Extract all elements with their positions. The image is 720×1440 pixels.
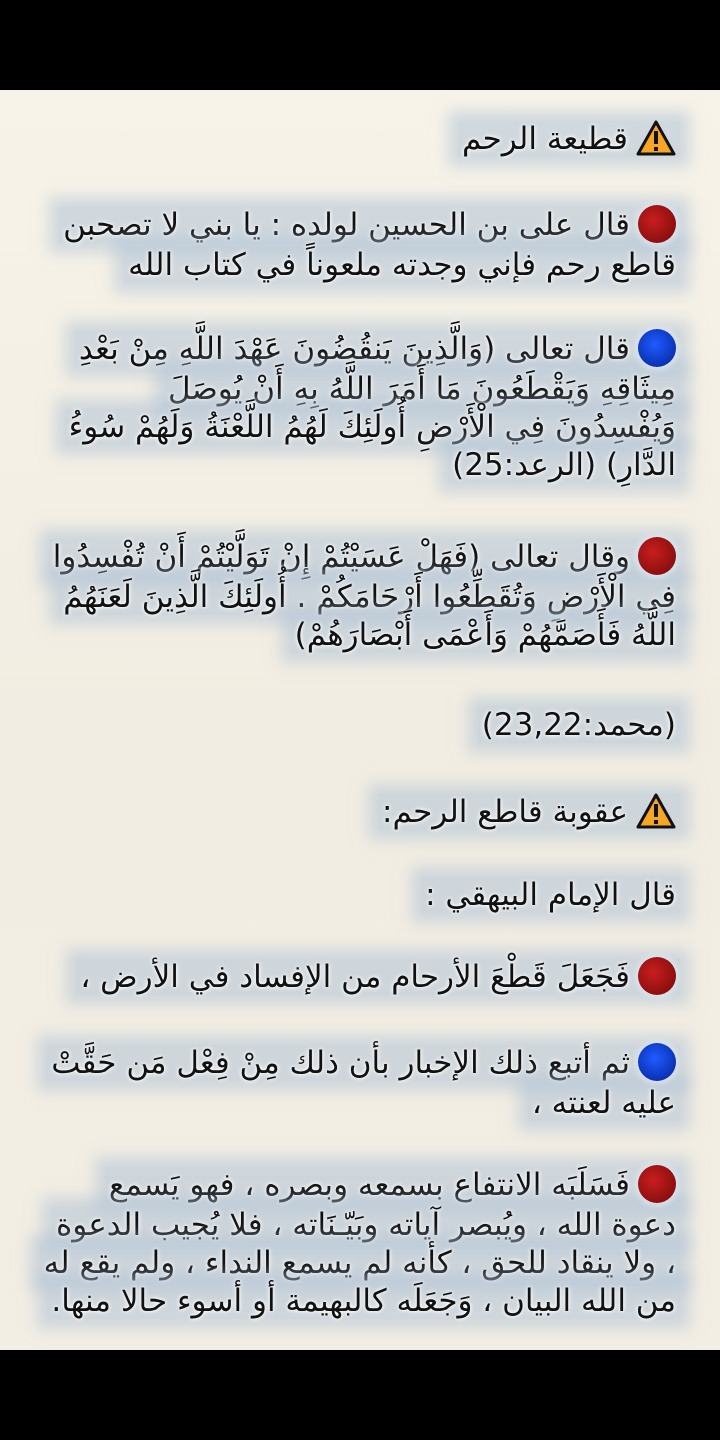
item-text: فَسَلَبَه الانتفاع بسمعه وبصره ، فهو يَسمع دعوة الله ، ويُبصر آياته وبَيّـنَاته ، فلا يُجيب الدعوة ، ولا ينقاد للحق ، كأنه لم يسمع النداء ، ولم يقع له من الله البيان ، وَجَعَلَه كالبهيمة أو أسوء حالا منها. (43, 1167, 676, 1319)
list-item (40, 538, 680, 654)
image-content (0, 90, 720, 1350)
item-text: قال على بن الحسين لولده : يا بني لا تصحبن قاطع رحم فإني وجدته ملعوناً في كتاب الله (63, 207, 676, 283)
item-text: ثم أتبع ذلك الإخبار بأن ذلك مِنْ فِعْل مَن حَقَّتْ عليه لعنته ، (51, 1045, 676, 1121)
blue-dot-icon (638, 329, 676, 367)
heading-text: عقوبة قاطع الرحم: (382, 794, 628, 830)
item-text: قال تعالى (وَالَّذِينَ يَنقُضُونَ عَهْدَ اللَّهِ مِنْ بَعْدِ مِيثَاقِهِ وَيَقْطَعُونَ مَا أَمَرَ اللَّهُ بِهِ أَنْ يُوصَلَ وَيُفْسِدُونَ فِي الْأَرْضِ أُولَئِكَ لَهُمُ اللَّعْنَةُ وَلَهُمْ سُوءُ الدَّارِ) (الرعد:25) (68, 331, 676, 483)
list-item (40, 206, 680, 284)
status-bar (0, 0, 720, 90)
heading-text: قطيعة الرحم (462, 121, 628, 157)
blue-dot-icon (638, 1043, 676, 1081)
red-dot-icon (638, 205, 676, 243)
item-text: وقال تعالى (فَهَلْ عَسَيْتُمْ إِنْ تَوَلَّيْتُمْ أَنْ تُفْسِدُوا فِي الْأَرْضِ وَتُقَطِّعُوا أَرْحَامَكُمْ . أُولَئِكَ الَّذِينَ لَعَنَهُمُ اللَّهُ فَأَصَمَّهُمْ وَأَعْمَى أَبْصَارَهُمْ) (52, 539, 676, 653)
section-heading (458, 120, 680, 159)
list-item (40, 1044, 680, 1122)
warning-icon (636, 120, 676, 156)
red-dot-icon (638, 957, 676, 995)
red-dot-icon (638, 537, 676, 575)
list-item (40, 958, 680, 998)
intro-text: قال الإمام البيهقي : (421, 876, 680, 914)
list-item (40, 1166, 680, 1320)
navigation-bar (0, 1350, 720, 1440)
section-heading (378, 793, 680, 832)
warning-icon (636, 793, 676, 829)
list-item (40, 330, 680, 484)
citation: (محمد:23,22) (478, 706, 680, 744)
red-dot-icon (638, 1165, 676, 1203)
item-text: فَجَعَلَ قَطْعَ الأرحام من الإفساد في الأرض ، (80, 959, 630, 995)
